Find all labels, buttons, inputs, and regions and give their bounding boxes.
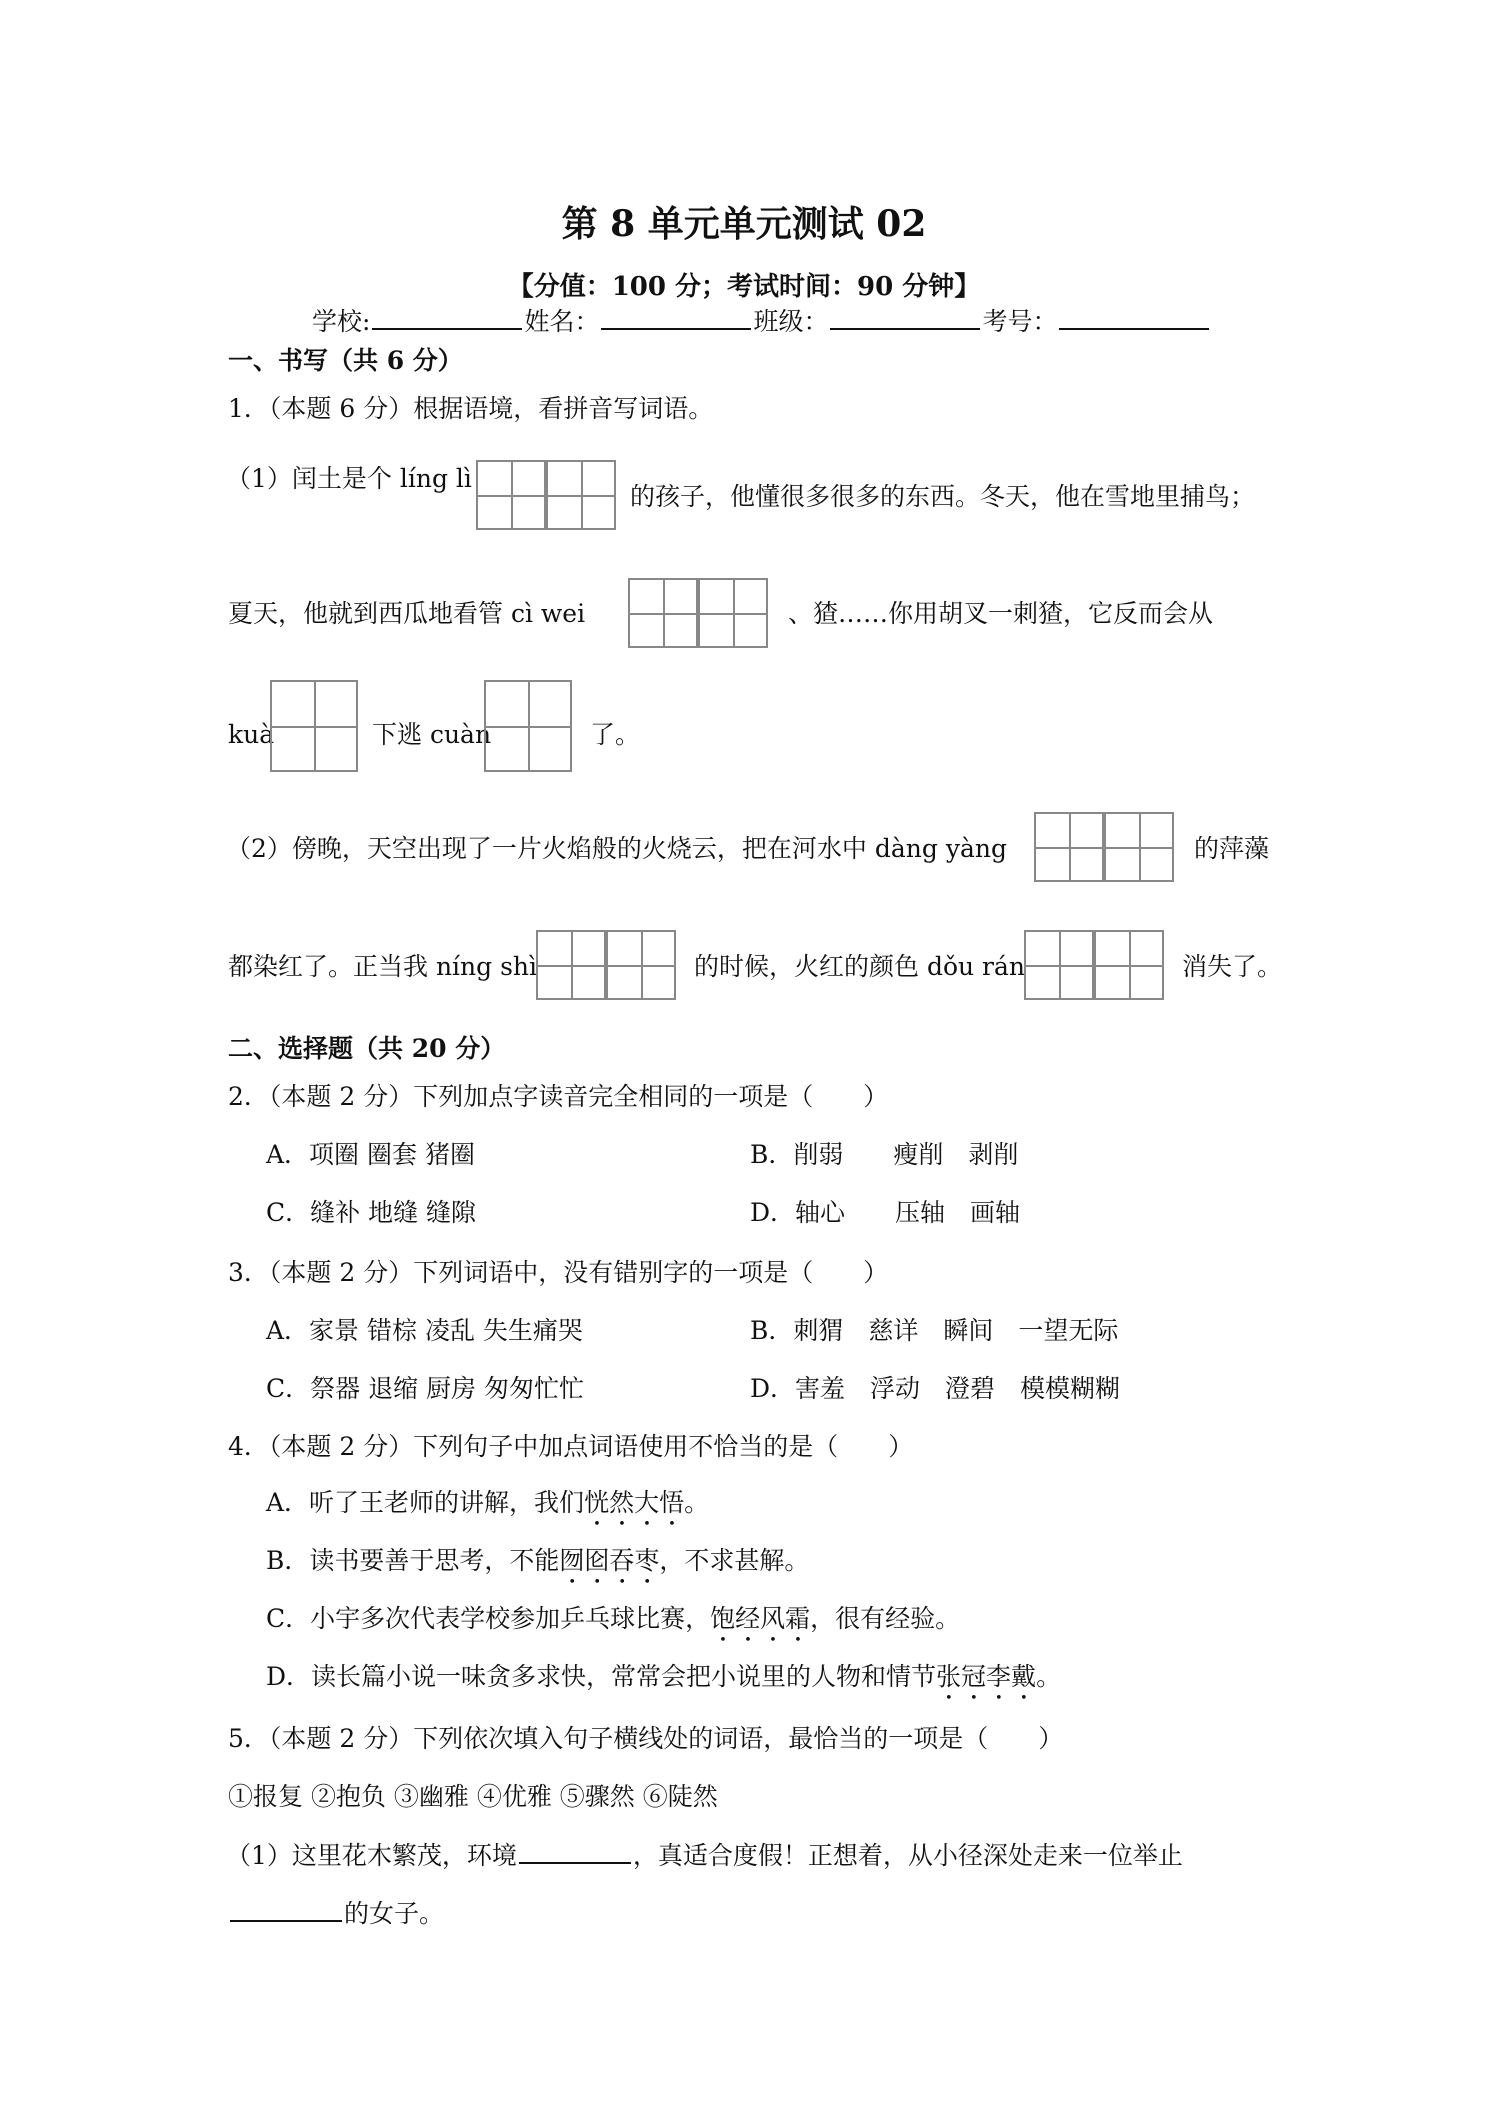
answer-grid-dang-yang[interactable]	[1034, 812, 1174, 882]
q4-d-dotted: 张冠李戴	[936, 1662, 1037, 1691]
q5-blank-1[interactable]	[519, 1838, 631, 1864]
q4-d-pre: D．读长篇小说一味贪多求快，常常会把小说里的人物和情节	[266, 1662, 937, 1691]
field-name-label: 姓名：	[524, 307, 600, 336]
q3-option-b[interactable]: B．刺猬 慈详 瞬间 一望无际	[750, 1316, 1119, 1345]
q5-blank-2[interactable]	[230, 1896, 342, 1922]
q2-option-d[interactable]: D．轴心 压轴 画轴	[750, 1198, 1021, 1227]
q5-s1-text-c: 的女子。	[344, 1899, 445, 1928]
q5-s1-text-a: （1）这里花木繁茂，环境	[226, 1841, 517, 1870]
field-school-blank[interactable]	[372, 304, 522, 330]
q3-option-c[interactable]: C．祭器 退缩 厨房 匆匆忙忙	[266, 1374, 584, 1403]
field-name-blank[interactable]	[601, 304, 751, 330]
q2-option-b[interactable]: B．削弱 瘦削 剥削	[750, 1140, 1019, 1169]
q4-c-pre: C．小宇多次代表学校参加乒乓球比赛，	[266, 1604, 711, 1633]
q1-p1-text-g: 了。	[590, 720, 641, 749]
section1-heading: 一、书写（共 6 分）	[228, 346, 463, 375]
q1-p1-text-a: （1）闰土是个 líng lì	[226, 464, 472, 493]
q5-stem: 5．（本题 2 分）下列依次填入句子横线处的词语，最恰当的一项是（ ）	[228, 1724, 1064, 1753]
field-school-label: 学校:	[312, 307, 371, 336]
q4-b-post: ，不求甚解。	[659, 1546, 810, 1575]
q4-c-post: ，很有经验。	[810, 1604, 961, 1633]
q4-option-c[interactable]	[266, 1602, 960, 1648]
field-id-blank[interactable]	[1059, 304, 1209, 330]
q4-b-pre: B．读书要善于思考，不能	[266, 1546, 560, 1575]
answer-grid-cuan[interactable]	[484, 680, 572, 772]
q1-p2-text-a: （2）傍晚，天空出现了一片火焰般的火烧云，把在河水中 dàng yàng	[226, 834, 1007, 863]
q2-option-c[interactable]: C．缝补 地缝 缝隙	[266, 1198, 477, 1227]
q5-sentence-1	[226, 1838, 1183, 1873]
info-fields	[312, 304, 1211, 339]
q4-c-dotted: 饱经风霜	[710, 1604, 811, 1633]
q4-stem: 4．（本题 2 分）下列句子中加点词语使用不恰当的是（ ）	[228, 1432, 914, 1461]
section2-heading: 二、选择题（共 20 分）	[228, 1034, 506, 1063]
q2-option-a[interactable]: A．项圈 圈套 猪圈	[266, 1140, 475, 1169]
q1-p1-text-b: 的孩子，他懂很多很多的东西。冬天，他在雪地里捕鸟；	[630, 482, 1256, 511]
q1-p1-text-e: kuà	[228, 720, 275, 749]
page-subtitle: 【分值：100 分；考试时间：90 分钟】	[507, 272, 981, 302]
field-id-label: 考号：	[982, 307, 1058, 336]
q1-p2-text-d: 的时候，火红的颜色 dǒu rán	[694, 952, 1026, 981]
answer-grid-kua[interactable]	[270, 680, 358, 772]
answer-grid-ling-li[interactable]	[476, 460, 616, 530]
q1-p1-text-c: 夏天，他就到西瓜地看管 cì wei	[228, 599, 586, 628]
q5-s1-text-b: ，真适合度假！正想着，从小径深处走来一位举止	[632, 1841, 1183, 1870]
q4-option-d[interactable]	[266, 1660, 1061, 1706]
q4-d-post: 。	[1036, 1662, 1062, 1691]
q5-sentence-1-cont	[228, 1896, 444, 1931]
q3-stem: 3．（本题 2 分）下列词语中，没有错别字的一项是（ ）	[228, 1258, 889, 1287]
q5-word-options: ①报复 ②抱负 ③幽雅 ④优雅 ⑤骤然 ⑥陡然	[228, 1782, 718, 1811]
answer-grid-ning-shi[interactable]	[536, 930, 676, 1000]
q1-p2-text-c: 都染红了。正当我 níng shì	[228, 952, 538, 981]
q1-p2-text-e: 消失了。	[1182, 952, 1283, 981]
q1-p1-text-f: 下逃 cuàn	[372, 720, 492, 749]
q3-option-a[interactable]: A．家景 错棕 凌乱 失生痛哭	[266, 1316, 583, 1345]
answer-grid-dou-ran[interactable]	[1024, 930, 1164, 1000]
q2-stem: 2．（本题 2 分）下列加点字读音完全相同的一项是（ ）	[228, 1082, 889, 1111]
q4-b-dotted: 囫囵吞枣	[559, 1546, 660, 1575]
page-title: 第 8 单元单元测试 02	[561, 203, 927, 245]
q1-p1-line1	[226, 462, 472, 496]
q4-a-dotted: 恍然大悟	[584, 1488, 685, 1517]
field-class-blank[interactable]	[830, 304, 980, 330]
q4-a-post: 。	[684, 1488, 710, 1517]
q1-stem: 1．（本题 6 分）根据语境，看拼音写词语。	[228, 394, 714, 423]
q1-p2-text-b: 的萍藻	[1194, 834, 1270, 863]
q4-a-pre: A．听了王老师的讲解，我们	[266, 1488, 585, 1517]
q1-p1-text-d: 、猹……你用胡叉一刺猹，它反而会从	[788, 599, 1214, 628]
q3-option-d[interactable]: D．害羞 浮动 澄碧 模模糊糊	[750, 1374, 1121, 1403]
q4-option-b[interactable]	[266, 1544, 809, 1590]
field-class-label: 班级：	[753, 307, 829, 336]
q4-option-a[interactable]	[266, 1486, 709, 1532]
answer-grid-ci-wei[interactable]	[628, 578, 768, 648]
